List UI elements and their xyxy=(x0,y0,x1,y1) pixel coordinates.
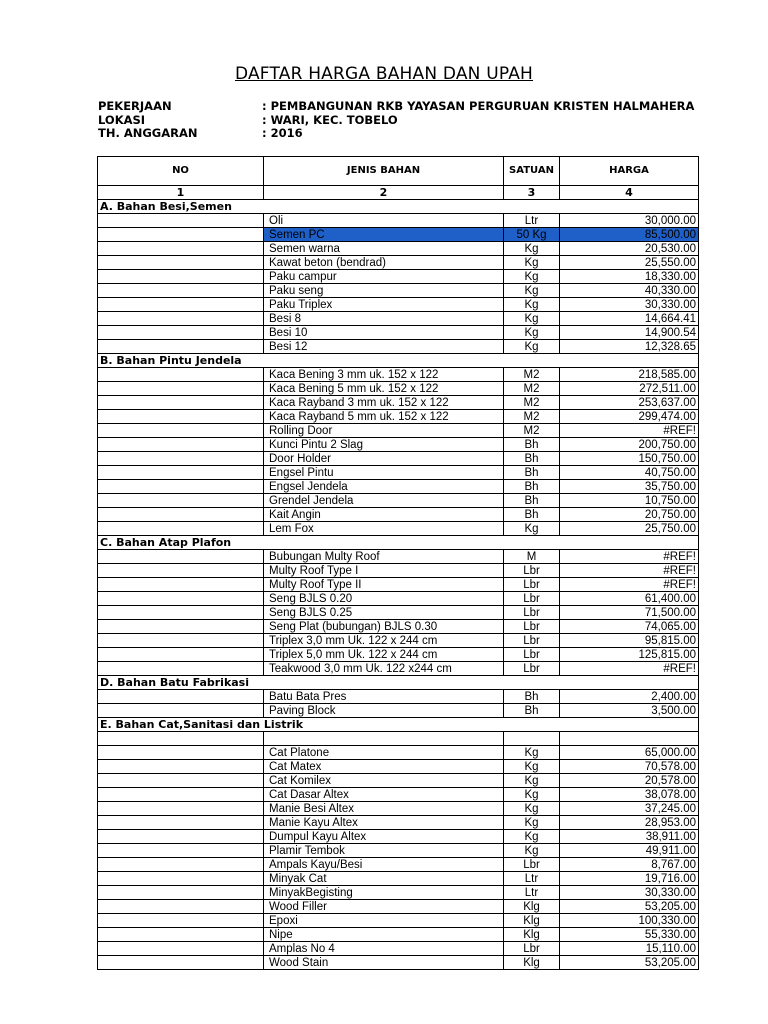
cell-satuan[interactable]: Bh xyxy=(504,480,560,494)
cell-satuan[interactable]: Lbr xyxy=(504,648,560,662)
table-row xyxy=(98,270,699,284)
cell-satuan[interactable]: Ltr xyxy=(504,886,560,900)
cell-satuan[interactable]: Bh xyxy=(504,508,560,522)
cell-harga[interactable]: 71,500.00 xyxy=(560,606,699,620)
cell-no[interactable] xyxy=(98,704,264,718)
header-satuan[interactable]: SATUAN xyxy=(504,157,560,186)
cell-jenis-bahan[interactable]: Manie Besi Altex xyxy=(264,802,504,816)
table-row xyxy=(98,382,699,396)
section-title[interactable]: B. Bahan Pintu Jendela xyxy=(98,354,699,368)
cell-satuan[interactable]: M2 xyxy=(504,396,560,410)
col-number[interactable]: 1 xyxy=(98,186,264,200)
cell-jenis-bahan[interactable]: Semen PC xyxy=(264,228,504,242)
cell-harga[interactable]: 30,330.00 xyxy=(560,298,699,312)
table-row xyxy=(98,298,699,312)
cell-jenis-bahan[interactable]: Paku Triplex xyxy=(264,298,504,312)
table-row xyxy=(98,508,699,522)
cell-satuan[interactable]: Bh xyxy=(504,438,560,452)
cell-jenis-bahan[interactable]: Rolling Door xyxy=(264,424,504,438)
info-row-anggaran xyxy=(98,126,303,140)
table-row xyxy=(98,704,699,718)
cell-no[interactable] xyxy=(98,592,264,606)
cell-harga[interactable]: 272,511.00 xyxy=(560,382,699,396)
cell-jenis-bahan[interactable]: Cat Platone xyxy=(264,746,504,760)
cell-no[interactable] xyxy=(98,494,264,508)
cell-jenis-bahan[interactable]: Engsel Jendela xyxy=(264,480,504,494)
table-row xyxy=(98,872,699,886)
cell-jenis-bahan[interactable]: Kait Angin xyxy=(264,508,504,522)
cell-satuan[interactable]: Lbr xyxy=(504,620,560,634)
cell-harga[interactable]: 18,330.00 xyxy=(560,270,699,284)
cell-no[interactable] xyxy=(98,466,264,480)
cell-jenis-bahan[interactable]: Seng BJLS 0.25 xyxy=(264,606,504,620)
cell-satuan[interactable]: Kg xyxy=(504,788,560,802)
table-row xyxy=(98,648,699,662)
table-row xyxy=(98,802,699,816)
table-row xyxy=(98,956,699,970)
cell-jenis-bahan[interactable]: Seng BJLS 0.20 xyxy=(264,592,504,606)
section-row xyxy=(98,676,699,690)
cell-jenis-bahan[interactable] xyxy=(264,732,504,746)
cell-satuan[interactable]: Lbr xyxy=(504,662,560,676)
cell-harga[interactable]: 95,815.00 xyxy=(560,634,699,648)
cell-no[interactable] xyxy=(98,900,264,914)
cell-no[interactable] xyxy=(98,634,264,648)
cell-satuan[interactable]: Klg xyxy=(504,956,560,970)
price-table xyxy=(97,156,699,970)
cell-no[interactable] xyxy=(98,648,264,662)
cell-satuan[interactable]: Kg xyxy=(504,774,560,788)
table-row xyxy=(98,550,699,564)
cell-jenis-bahan[interactable]: Kawat beton (bendrad) xyxy=(264,256,504,270)
cell-no[interactable] xyxy=(98,228,264,242)
cell-harga[interactable]: 85,500.00 xyxy=(560,228,699,242)
cell-no[interactable] xyxy=(98,928,264,942)
cell-jenis-bahan[interactable]: Kaca Bening 3 mm uk. 152 x 122 xyxy=(264,368,504,382)
cell-no[interactable] xyxy=(98,242,264,256)
table-row xyxy=(98,438,699,452)
cell-jenis-bahan[interactable]: Kunci Pintu 2 Slag xyxy=(264,438,504,452)
cell-no[interactable] xyxy=(98,942,264,956)
cell-no[interactable] xyxy=(98,662,264,676)
table-row xyxy=(98,256,699,270)
section-row xyxy=(98,718,699,732)
cell-no[interactable] xyxy=(98,382,264,396)
table-row xyxy=(98,620,699,634)
cell-jenis-bahan[interactable]: Bubungan Multy Roof xyxy=(264,550,504,564)
cell-jenis-bahan[interactable]: Wood Stain xyxy=(264,956,504,970)
cell-no[interactable] xyxy=(98,340,264,354)
cell-jenis-bahan[interactable]: Besi 12 xyxy=(264,340,504,354)
table-row xyxy=(98,788,699,802)
cell-jenis-bahan[interactable]: Amplas No 4 xyxy=(264,942,504,956)
cell-no[interactable] xyxy=(98,522,264,536)
table-row xyxy=(98,466,699,480)
cell-satuan[interactable]: Kg xyxy=(504,284,560,298)
cell-satuan[interactable]: Bh xyxy=(504,690,560,704)
cell-no[interactable] xyxy=(98,606,264,620)
table-row xyxy=(98,424,699,438)
cell-satuan[interactable]: Kg xyxy=(504,522,560,536)
table-row xyxy=(98,480,699,494)
header-no[interactable]: NO xyxy=(98,157,264,186)
info-label: LOKASI xyxy=(98,113,146,127)
table-row xyxy=(98,690,699,704)
cell-harga[interactable]: 218,585.00 xyxy=(560,368,699,382)
cell-satuan[interactable]: Kg xyxy=(504,760,560,774)
header-jenis-bahan[interactable]: JENIS BAHAN xyxy=(264,157,504,186)
section-row xyxy=(98,200,699,214)
col-number[interactable]: 2 xyxy=(264,186,504,200)
cell-no[interactable] xyxy=(98,368,264,382)
cell-no[interactable] xyxy=(98,256,264,270)
section-title[interactable]: C. Bahan Atap Plafon xyxy=(98,536,699,550)
cell-jenis-bahan[interactable]: Manie Kayu Altex xyxy=(264,816,504,830)
cell-harga[interactable]: 37,245.00 xyxy=(560,802,699,816)
cell-jenis-bahan[interactable]: Wood Filler xyxy=(264,900,504,914)
cell-jenis-bahan[interactable]: Epoxi xyxy=(264,914,504,928)
cell-no[interactable] xyxy=(98,326,264,340)
table-row xyxy=(98,816,699,830)
cell-no[interactable] xyxy=(98,830,264,844)
cell-no[interactable] xyxy=(98,508,264,522)
cell-harga[interactable]: 74,065.00 xyxy=(560,620,699,634)
cell-harga[interactable]: 15,110.00 xyxy=(560,942,699,956)
cell-no[interactable] xyxy=(98,564,264,578)
cell-satuan[interactable]: Kg xyxy=(504,844,560,858)
cell-no[interactable] xyxy=(98,424,264,438)
cell-harga[interactable]: 65,000.00 xyxy=(560,746,699,760)
cell-no[interactable] xyxy=(98,578,264,592)
table-row xyxy=(98,592,699,606)
header-harga[interactable]: HARGA xyxy=(560,157,699,186)
cell-harga[interactable]: 20,578.00 xyxy=(560,774,699,788)
table-row xyxy=(98,312,699,326)
table-header-row xyxy=(98,157,699,186)
cell-satuan[interactable]: Kg xyxy=(504,340,560,354)
cell-jenis-bahan[interactable]: Dumpul Kayu Altex xyxy=(264,830,504,844)
cell-satuan[interactable]: Kg xyxy=(504,312,560,326)
cell-no[interactable] xyxy=(98,858,264,872)
table-row xyxy=(98,606,699,620)
cell-jenis-bahan[interactable]: Triplex 5,0 mm Uk. 122 x 244 cm xyxy=(264,648,504,662)
cell-no[interactable] xyxy=(98,452,264,466)
cell-no[interactable] xyxy=(98,788,264,802)
cell-jenis-bahan[interactable]: Besi 8 xyxy=(264,312,504,326)
cell-no[interactable] xyxy=(98,620,264,634)
cell-satuan[interactable] xyxy=(504,732,560,746)
cell-harga[interactable]: 28,953.00 xyxy=(560,816,699,830)
table-row xyxy=(98,942,699,956)
cell-harga[interactable]: 40,750.00 xyxy=(560,466,699,480)
info-value: : WARI, KEC. TOBELO xyxy=(262,113,398,127)
cell-jenis-bahan[interactable]: Seng Plat (bubungan) BJLS 0.30 xyxy=(264,620,504,634)
info-row-lokasi xyxy=(98,113,398,127)
cell-harga[interactable]: 25,750.00 xyxy=(560,522,699,536)
cell-jenis-bahan[interactable]: Cat Matex xyxy=(264,760,504,774)
cell-satuan[interactable]: Kg xyxy=(504,256,560,270)
cell-jenis-bahan[interactable]: Lem Fox xyxy=(264,522,504,536)
cell-satuan[interactable]: Klg xyxy=(504,900,560,914)
cell-satuan[interactable]: Lbr xyxy=(504,606,560,620)
info-value: : 2016 xyxy=(262,126,303,140)
cell-harga[interactable]: 20,750.00 xyxy=(560,508,699,522)
table-row xyxy=(98,228,699,242)
cell-harga[interactable]: 200,750.00 xyxy=(560,438,699,452)
table-row xyxy=(98,662,699,676)
cell-no[interactable] xyxy=(98,284,264,298)
cell-harga[interactable] xyxy=(560,732,699,746)
cell-jenis-bahan[interactable]: Multy Roof Type I xyxy=(264,564,504,578)
table-row xyxy=(98,396,699,410)
table-row xyxy=(98,284,699,298)
cell-no[interactable] xyxy=(98,298,264,312)
cell-satuan[interactable]: Bh xyxy=(504,466,560,480)
section-row xyxy=(98,536,699,550)
table-row xyxy=(98,452,699,466)
cell-no[interactable] xyxy=(98,802,264,816)
document-title: DAFTAR HARGA BAHAN DAN UPAH xyxy=(234,64,534,84)
cell-harga[interactable]: #REF! xyxy=(560,578,699,592)
cell-satuan[interactable]: Lbr xyxy=(504,564,560,578)
table-row xyxy=(98,340,699,354)
cell-no[interactable] xyxy=(98,732,264,746)
cell-satuan[interactable]: Kg xyxy=(504,298,560,312)
cell-satuan[interactable]: Kg xyxy=(504,270,560,284)
cell-satuan[interactable]: Kg xyxy=(504,326,560,340)
cell-no[interactable] xyxy=(98,844,264,858)
cell-harga[interactable]: 125,815.00 xyxy=(560,648,699,662)
cell-satuan[interactable]: Kg xyxy=(504,830,560,844)
cell-satuan[interactable]: Klg xyxy=(504,914,560,928)
cell-jenis-bahan[interactable]: Multy Roof Type II xyxy=(264,578,504,592)
cell-jenis-bahan[interactable]: Minyak Cat xyxy=(264,872,504,886)
cell-harga[interactable]: 70,578.00 xyxy=(560,760,699,774)
cell-harga[interactable]: 10,750.00 xyxy=(560,494,699,508)
table-row xyxy=(98,522,699,536)
table-row xyxy=(98,564,699,578)
table-row xyxy=(98,760,699,774)
cell-harga[interactable]: 2,400.00 xyxy=(560,690,699,704)
cell-jenis-bahan[interactable]: Paving Block xyxy=(264,704,504,718)
cell-no[interactable] xyxy=(98,270,264,284)
cell-jenis-bahan[interactable]: Door Holder xyxy=(264,452,504,466)
cell-jenis-bahan[interactable]: Nipe xyxy=(264,928,504,942)
cell-harga[interactable]: 14,900.54 xyxy=(560,326,699,340)
cell-satuan[interactable]: M2 xyxy=(504,382,560,396)
cell-harga[interactable]: #REF! xyxy=(560,564,699,578)
cell-no[interactable] xyxy=(98,396,264,410)
cell-satuan[interactable]: Lbr xyxy=(504,592,560,606)
cell-satuan[interactable]: Bh xyxy=(504,494,560,508)
cell-no[interactable] xyxy=(98,410,264,424)
cell-satuan[interactable]: M2 xyxy=(504,410,560,424)
cell-jenis-bahan[interactable]: Cat Dasar Altex xyxy=(264,788,504,802)
cell-harga[interactable]: #REF! xyxy=(560,550,699,564)
cell-harga[interactable]: 53,205.00 xyxy=(560,900,699,914)
cell-no[interactable] xyxy=(98,746,264,760)
cell-no[interactable] xyxy=(98,690,264,704)
cell-no[interactable] xyxy=(98,886,264,900)
cell-harga[interactable]: 150,750.00 xyxy=(560,452,699,466)
cell-harga[interactable]: 3,500.00 xyxy=(560,704,699,718)
cell-harga[interactable]: 12,328.65 xyxy=(560,340,699,354)
table-row xyxy=(98,900,699,914)
cell-satuan[interactable]: Ltr xyxy=(504,214,560,228)
cell-harga[interactable]: 19,716.00 xyxy=(560,872,699,886)
cell-jenis-bahan[interactable]: Engsel Pintu xyxy=(264,466,504,480)
cell-satuan[interactable]: Kg xyxy=(504,746,560,760)
info-row-pekerjaan xyxy=(98,99,694,113)
table-row xyxy=(98,634,699,648)
info-label: TH. ANGGARAN xyxy=(98,126,198,140)
cell-no[interactable] xyxy=(98,872,264,886)
cell-satuan[interactable]: Kg xyxy=(504,242,560,256)
cell-jenis-bahan[interactable]: Cat Komilex xyxy=(264,774,504,788)
cell-jenis-bahan[interactable]: Semen warna xyxy=(264,242,504,256)
cell-satuan[interactable]: Bh xyxy=(504,704,560,718)
cell-no[interactable] xyxy=(98,214,264,228)
cell-jenis-bahan[interactable]: Oli xyxy=(264,214,504,228)
table-row xyxy=(98,368,699,382)
cell-harga[interactable]: 53,205.00 xyxy=(560,956,699,970)
cell-jenis-bahan[interactable]: Grendel Jendela xyxy=(264,494,504,508)
cell-satuan[interactable]: Bh xyxy=(504,452,560,466)
cell-harga[interactable]: 38,911.00 xyxy=(560,830,699,844)
table-row xyxy=(98,928,699,942)
table-row xyxy=(98,214,699,228)
cell-harga[interactable]: 299,474.00 xyxy=(560,410,699,424)
cell-satuan[interactable]: 50 Kg xyxy=(504,228,560,242)
table-row xyxy=(98,746,699,760)
cell-satuan[interactable]: M2 xyxy=(504,368,560,382)
cell-no[interactable] xyxy=(98,956,264,970)
cell-no[interactable] xyxy=(98,438,264,452)
info-label: PEKERJAAN xyxy=(98,99,172,113)
table-row xyxy=(98,410,699,424)
cell-satuan[interactable]: M2 xyxy=(504,424,560,438)
cell-satuan[interactable]: Ltr xyxy=(504,872,560,886)
cell-harga[interactable]: 14,664.41 xyxy=(560,312,699,326)
table-row xyxy=(98,830,699,844)
cell-jenis-bahan[interactable]: Teakwood 3,0 mm Uk. 122 x244 cm xyxy=(264,662,504,676)
cell-harga[interactable]: #REF! xyxy=(560,424,699,438)
cell-no[interactable] xyxy=(98,914,264,928)
info-value: : PEMBANGUNAN RKB YAYASAN PERGURUAN KRISTEN HALMAHERA xyxy=(262,99,695,113)
column-number-row xyxy=(98,186,699,200)
section-title[interactable]: A. Bahan Besi,Semen xyxy=(98,200,699,214)
cell-no[interactable] xyxy=(98,480,264,494)
cell-jenis-bahan[interactable]: Ampals Kayu/Besi xyxy=(264,858,504,872)
cell-satuan[interactable]: M xyxy=(504,550,560,564)
cell-jenis-bahan[interactable]: Kaca Rayband 3 mm uk. 152 x 122 xyxy=(264,396,504,410)
table-row xyxy=(98,774,699,788)
cell-jenis-bahan[interactable]: Kaca Rayband 5 mm uk. 152 x 122 xyxy=(264,410,504,424)
table-row xyxy=(98,494,699,508)
cell-satuan[interactable]: Lbr xyxy=(504,942,560,956)
table-row xyxy=(98,914,699,928)
table-row xyxy=(98,732,699,746)
cell-satuan[interactable]: Kg xyxy=(504,816,560,830)
cell-no[interactable] xyxy=(98,774,264,788)
cell-no[interactable] xyxy=(98,816,264,830)
cell-harga[interactable]: 253,637.00 xyxy=(560,396,699,410)
cell-harga[interactable]: 30,330.00 xyxy=(560,886,699,900)
cell-harga[interactable]: #REF! xyxy=(560,662,699,676)
section-title[interactable]: E. Bahan Cat,Sanitasi dan Listrik xyxy=(98,718,699,732)
table-row xyxy=(98,858,699,872)
cell-harga[interactable]: 30,000.00 xyxy=(560,214,699,228)
table-row xyxy=(98,242,699,256)
cell-harga[interactable]: 35,750.00 xyxy=(560,480,699,494)
cell-jenis-bahan[interactable]: Plamir Tembok xyxy=(264,844,504,858)
cell-satuan[interactable]: Klg xyxy=(504,928,560,942)
section-row xyxy=(98,354,699,368)
cell-harga[interactable]: 61,400.00 xyxy=(560,592,699,606)
section-title[interactable]: D. Bahan Batu Fabrikasi xyxy=(98,676,699,690)
table-row xyxy=(98,326,699,340)
cell-jenis-bahan[interactable]: Triplex 3,0 mm Uk. 122 x 244 cm xyxy=(264,634,504,648)
cell-harga[interactable]: 8,767.00 xyxy=(560,858,699,872)
cell-harga[interactable]: 38,078.00 xyxy=(560,788,699,802)
col-number[interactable]: 3 xyxy=(504,186,560,200)
cell-harga[interactable]: 100,330.00 xyxy=(560,914,699,928)
table-row xyxy=(98,578,699,592)
cell-jenis-bahan[interactable]: Batu Bata Pres xyxy=(264,690,504,704)
cell-harga[interactable]: 25,550.00 xyxy=(560,256,699,270)
cell-jenis-bahan[interactable]: MinyakBegisting xyxy=(264,886,504,900)
cell-jenis-bahan[interactable]: Besi 10 xyxy=(264,326,504,340)
cell-satuan[interactable]: Lbr xyxy=(504,578,560,592)
cell-harga[interactable]: 49,911.00 xyxy=(560,844,699,858)
cell-no[interactable] xyxy=(98,760,264,774)
cell-harga[interactable]: 55,330.00 xyxy=(560,928,699,942)
cell-jenis-bahan[interactable]: Paku campur xyxy=(264,270,504,284)
cell-harga[interactable]: 20,530.00 xyxy=(560,242,699,256)
table-row xyxy=(98,886,699,900)
col-number[interactable]: 4 xyxy=(560,186,699,200)
table-row xyxy=(98,844,699,858)
cell-no[interactable] xyxy=(98,312,264,326)
cell-satuan[interactable]: Lbr xyxy=(504,858,560,872)
cell-no[interactable] xyxy=(98,550,264,564)
cell-satuan[interactable]: Kg xyxy=(504,802,560,816)
cell-jenis-bahan[interactable]: Paku seng xyxy=(264,284,504,298)
cell-satuan[interactable]: Lbr xyxy=(504,634,560,648)
cell-harga[interactable]: 40,330.00 xyxy=(560,284,699,298)
cell-jenis-bahan[interactable]: Kaca Bening 5 mm uk. 152 x 122 xyxy=(264,382,504,396)
